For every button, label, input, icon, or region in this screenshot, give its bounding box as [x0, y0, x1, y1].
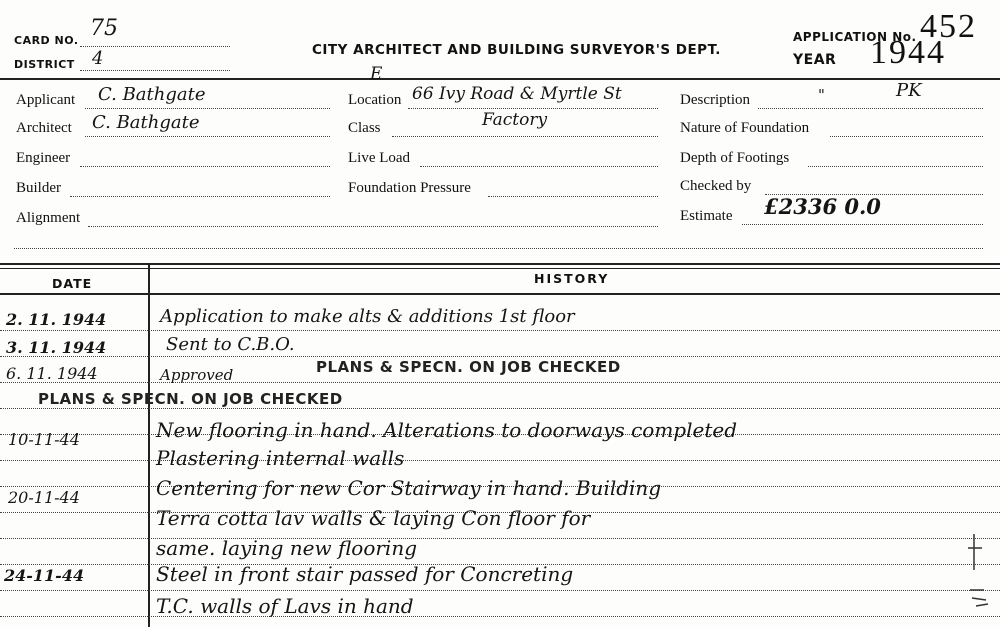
entry-date: 24-11-44: [4, 566, 85, 585]
location-mark: E: [370, 64, 383, 84]
entry-text: Application to make alts & additions 1st floor: [160, 306, 575, 327]
date-column-divider: [148, 265, 150, 627]
entry-text: same. laying new flooring: [156, 536, 418, 560]
entry-text: New flooring in hand. Alterations to doorways completed: [156, 418, 738, 442]
year-label: YEAR: [793, 52, 837, 68]
entry-text: Steel in front stair passed for Concreting: [156, 562, 574, 586]
application-number: 452: [920, 8, 977, 45]
entry-date: 20-11-44: [8, 488, 80, 507]
architect-value: C. Bathgate: [92, 112, 200, 133]
entry-text: T.C. walls of Lavs in hand: [156, 594, 414, 618]
entry-date: 3. 11. 1944: [6, 338, 107, 357]
plans-checked-stamp: PLANS & SPECN. ON JOB CHECKED: [316, 358, 621, 376]
alignment-label: Alignment: [16, 210, 81, 226]
applicant-label: Applicant: [16, 92, 76, 108]
class-label: Class: [348, 120, 381, 136]
architect-label: Architect: [16, 120, 72, 136]
entry-date: 10-11-44: [8, 430, 80, 449]
application-label: APPLICATION No.: [793, 30, 917, 44]
card-no-label: CARD NO.: [14, 34, 79, 47]
history-header: HISTORY: [534, 271, 610, 286]
description-mark: PK: [896, 80, 922, 101]
location-value: 66 Ivy Road & Myrtle St: [412, 84, 622, 104]
foundation-pressure-label: Foundation Pressure: [348, 180, 471, 196]
live-load-label: Live Load: [348, 150, 411, 166]
date-header: DATE: [52, 276, 93, 291]
entry-text: Plastering internal walls: [156, 446, 405, 470]
department-title: CITY ARCHITECT AND BUILDING SURVEYOR'S DEPT.: [312, 42, 721, 58]
description-value: ": [818, 86, 825, 104]
entry-text: Centering for new Cor Stairway in hand. Building: [156, 476, 662, 500]
nature-of-foundation-label: Nature of Foundation: [680, 120, 810, 136]
card-no-value: 75: [90, 16, 118, 41]
description-label: Description: [680, 92, 750, 108]
engineer-label: Engineer: [16, 150, 71, 166]
checked-by-label: Checked by: [680, 178, 752, 194]
district-label: DISTRICT: [14, 58, 75, 71]
margin-marks: [960, 530, 996, 620]
entry-date: 6. 11. 1944: [6, 364, 98, 383]
plans-checked-stamp: PLANS & SPECN. ON JOB CHECKED: [38, 390, 343, 408]
class-value: Factory: [482, 110, 548, 130]
location-label: Location: [348, 92, 402, 108]
entry-text: Terra cotta lav walls & laying Con floor for: [156, 506, 591, 530]
district-value: 4: [92, 48, 104, 69]
header-rule: [0, 78, 1000, 80]
estimate-value: £2336 0.0: [764, 194, 881, 219]
builder-label: Builder: [16, 180, 61, 196]
estimate-label: Estimate: [680, 208, 733, 224]
entry-text: Approved: [160, 366, 234, 384]
history-top-rule: [0, 263, 1000, 265]
entry-date: 2. 11. 1944: [6, 310, 107, 329]
year-value: 1944: [870, 34, 946, 71]
depth-of-footings-label: Depth of Footings: [680, 150, 790, 166]
entry-text: Sent to C.B.O.: [166, 334, 295, 355]
applicant-value: C. Bathgate: [98, 84, 206, 105]
header-bottom-rule: [0, 293, 1000, 295]
